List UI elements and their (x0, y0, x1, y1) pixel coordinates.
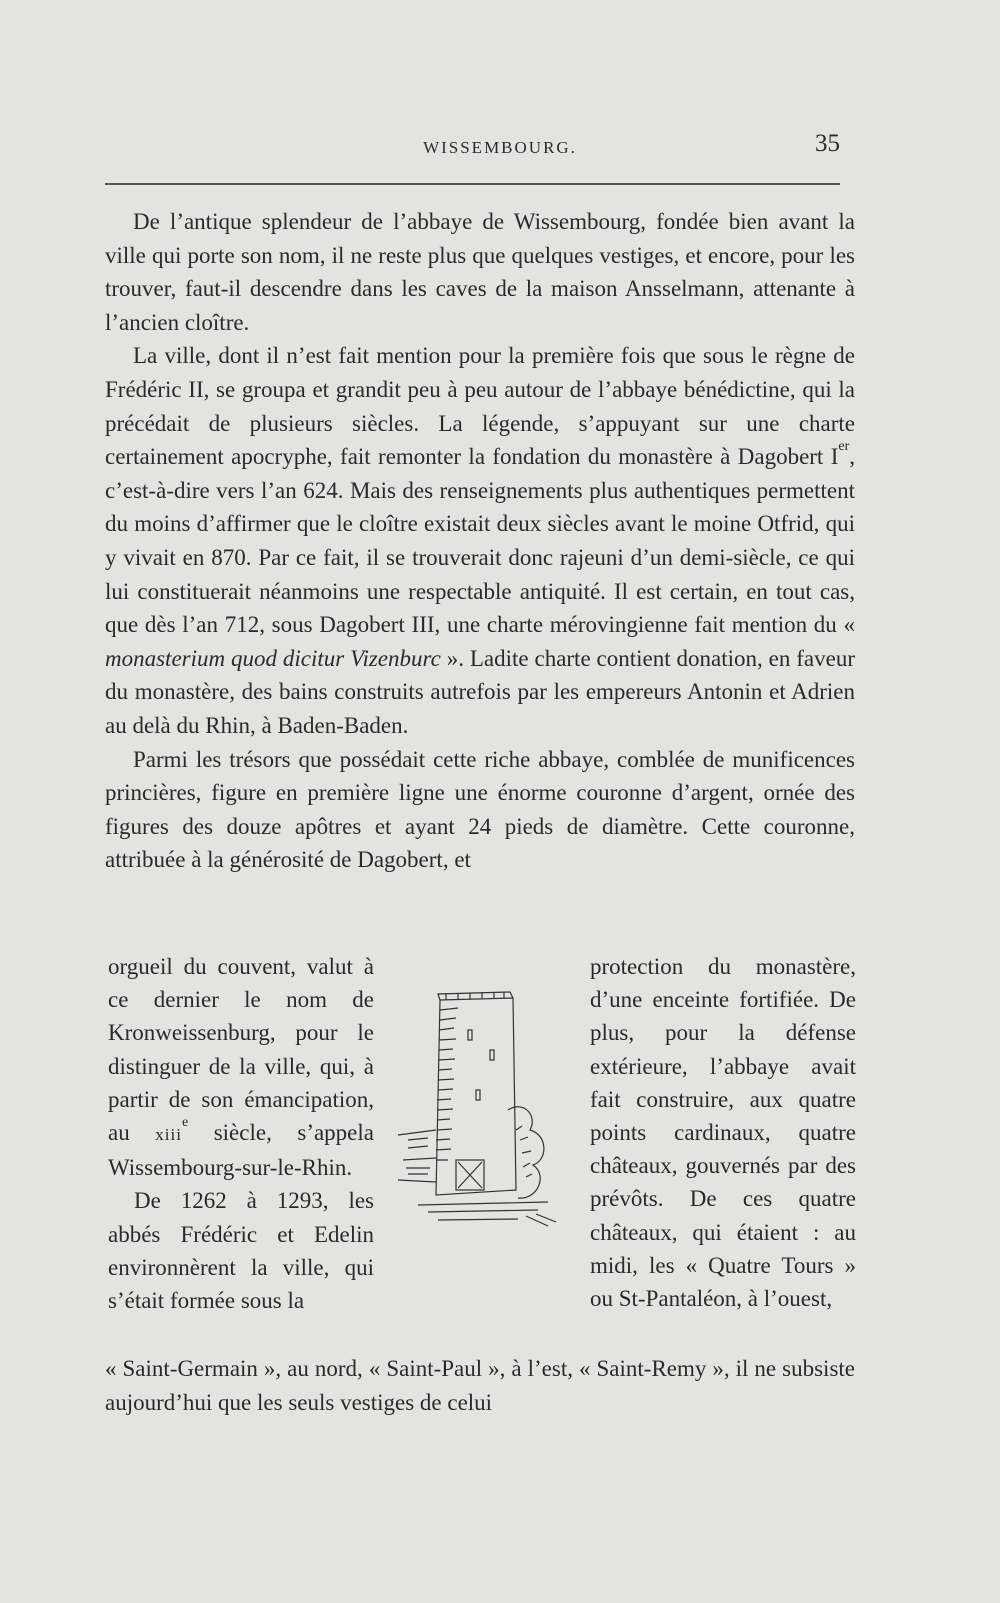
paragraph-text: ». Ladite charte contient donation, en faveur du monastère, des bains construits autrefois par les empereurs Antonin et Adrien au delà du Rhin, à Baden-Baden. (105, 645, 855, 738)
paragraph-text: orgueil du couvent, valut à ce dernier le nom de Kronweissenburg, pour le distinguer de la ville, qui, à partir de son émancipation, au (108, 954, 374, 1146)
superscript: er (838, 439, 850, 455)
header-rule (105, 183, 840, 185)
paragraph-text: , c’est-à-dire vers l’an 624. Mais des renseignements plus authentiques permettent du moins d’affirmer que le cloître existait deux siècles avant le moine Otfrid, qui y vivait en 870. Par ce fait, il se trouverait donc rajeuni d’un demi-siècle, ce qui lui constituerait néanmoins une respectable antiquité. Il est certain, en tout cas, que dès l’an 712, sous Dagobert III, une charte mérovingienne fait mention du « (105, 444, 855, 638)
paragraph: De 1262 à 1293, les abbés Frédéric et Edelin environnèrent la ville, qui s’était formée sous la (108, 1188, 374, 1314)
paragraph-text: La ville, dont il n’est fait mention pour la première fois que sous le règne de Frédéric II, se groupa et grandit peu à peu autour de l’abbaye bénédictine, qui la précédait de plusieurs siècles. La légende, s’appuyant sur une charte certainement apocryphe, fait remonter la fondation du monastère à Dagobert I (105, 343, 855, 470)
tower-engraving (398, 990, 578, 1240)
paragraph: De l’antique splendeur de l’abbaye de Wissembourg, fondée bien avant la ville qui porte son nom, il ne reste plus que quelques vestiges, et encore, pour les trouver, faut-il descendre dans les caves de la maison Ansselmann, attenante à l’ancien cloître. (105, 209, 855, 335)
paragraph (108, 950, 374, 1184)
small-caps-numeral: xiii (155, 1125, 182, 1145)
page-number: 35 (815, 130, 840, 157)
running-title: WISSEMBOURG. (423, 138, 577, 157)
paragraph: protection du monastère, d’une enceinte fortifiée. De plus, pour la défense extérieure, l’abbaye avait fait construire, aux quatre points cardinaux, quatre châteaux, gouvernés par des prévôts. De ces quatre châteaux, qui étaient : au midi, les « Quatre Tours » ou St-Pantaléon, à l’ouest, (590, 954, 856, 1312)
superscript: e (181, 1115, 189, 1131)
paragraph (105, 339, 855, 742)
left-column (108, 950, 374, 1317)
latin-quote: monasterium quod dicitur Vizenburc (105, 645, 441, 671)
closing-line: « Saint-Germain », au nord, « Saint-Paul », à l’est, « Saint-Remy », il ne subsiste aujourd’hui que les seuls vestiges de celui (105, 1356, 855, 1415)
paragraph: Parmi les trésors que possédait cette riche abbaye, comblée de munificences princières, figure en première ligne une énorme couronne d’argent, ornée des figures des douze apôtres et ayant 24 pieds de diamètre. Cette couronne, attribuée à la générosité de Dagobert, et (105, 746, 855, 873)
right-column (590, 950, 856, 1315)
paragraph-text: siècle, s’appela Wissembourg-sur-le-Rhin. (108, 1120, 374, 1181)
main-text (105, 205, 855, 877)
